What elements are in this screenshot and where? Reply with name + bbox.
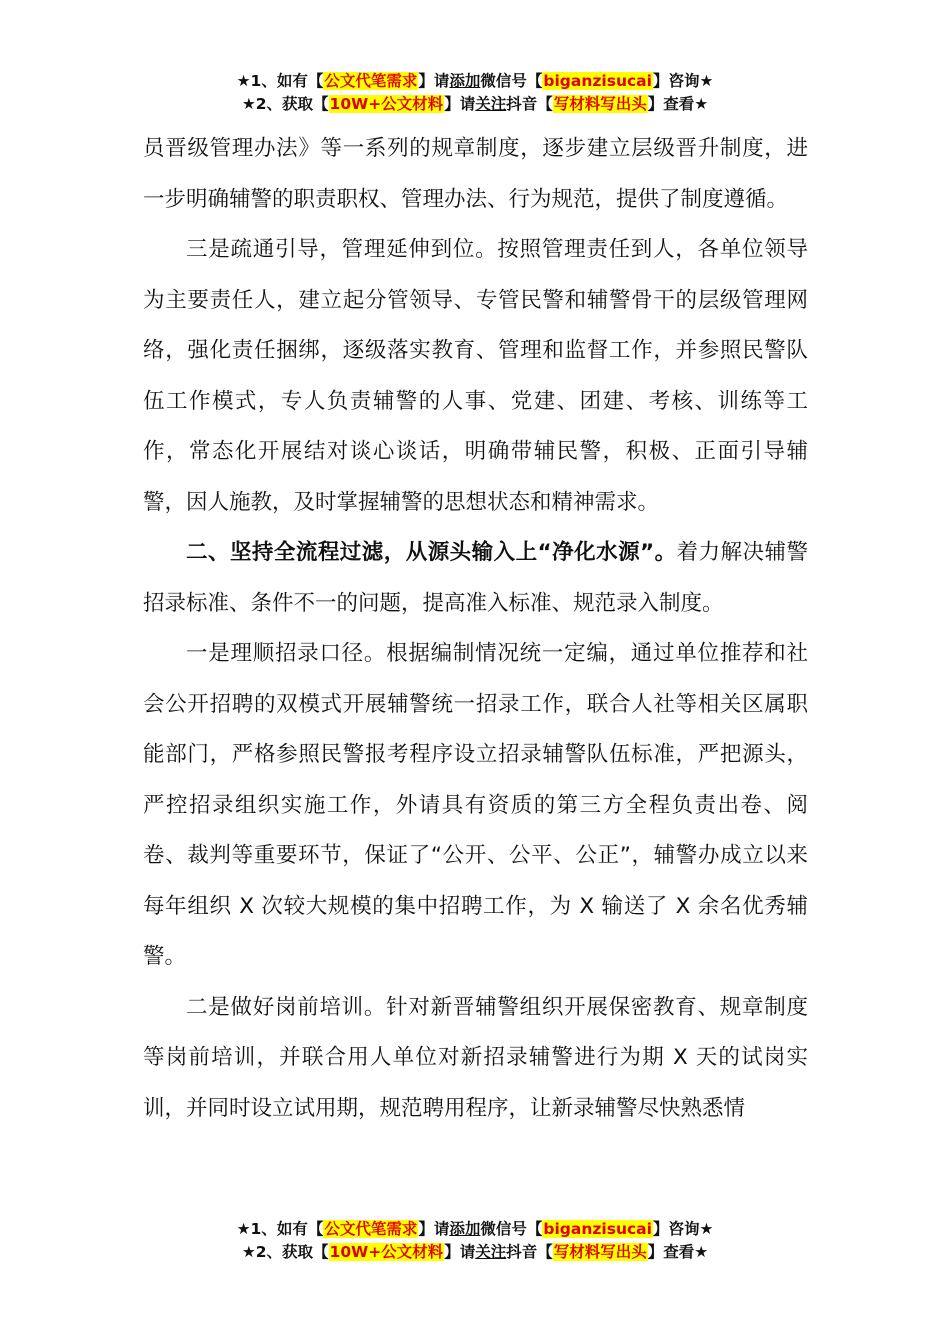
paragraph-section-heading: 二、坚持全流程过滤，从源头输入上“净化水源”。着力解决辅警招录标准、条件不一的问题，提高准入标准、规范录入制度。 (143, 540, 808, 616)
promo-highlight: 写材料写出头 (553, 1243, 647, 1261)
paragraph: 三是疏通引导，管理延伸到位。按照管理责任到人，各单位领导为主要责任人，建立起分管领导、专管民警和辅警骨干的层级管理网络，强化责任捆绑，逐级落实教育、管理和监督工作，并参照民警队伍工作模式，专人负责辅警的人事、党建、团建、考核、训练等工作，常态化开展结对谈心谈话，明确带辅民警，积极、正面引导辅警，因人施教，及时掌握辅警的思想状态和精神需求。 (143, 237, 808, 515)
promo-line-1: ★1、如有【公文代笔需求】请添加微信号【biganzisucai】咨询★ (236, 72, 714, 90)
promo-line-1: ★1、如有【公文代笔需求】请添加微信号【biganzisucai】咨询★ (236, 1220, 714, 1238)
paragraph-continuation: 员晋级管理办法》等一系列的规章制度，逐步建立层级晋升制度，进一步明确辅警的职责职权、管理办法、行为规范，提供了制度遵循。 (143, 136, 808, 212)
section-heading: 二、坚持全流程过滤，从源头输入上“净化水源”。 (186, 540, 677, 565)
paragraph: 一是理顺招录口径。根据编制情况统一定编，通过单位推荐和社会公开招聘的双模式开展辅警统一招录工作，联合人社等相关区属职能部门，严格参照民警报考程序设立招录辅警队伍标准，严把源头，严控招录组织实施工作，外请具有资质的第三方全程负责出卷、阅卷、裁判等重要环节，保证了“公开、公平、公正”，辅警办成立以来每年组织 X 次较大规模的集中招聘工作，为 X 输送了 X 余名优秀辅警。 (143, 641, 808, 969)
footer-promo-banner (0, 1218, 950, 1264)
promo-line-2: ★2、获取【10W+公文材料】请关注抖音【写材料写出头】查看★ (241, 95, 709, 113)
promo-highlight: biganzisucai (543, 72, 652, 90)
promo-highlight: 公文代笔需求 (324, 1220, 418, 1238)
document-body (143, 124, 808, 1134)
promo-highlight: biganzisucai (543, 1220, 652, 1238)
promo-highlight: 公文代笔需求 (324, 72, 418, 90)
header-promo-banner (0, 70, 950, 116)
promo-highlight: 写材料写出头 (553, 95, 647, 113)
promo-highlight: 10W+公文材料 (329, 95, 444, 113)
promo-highlight: 10W+公文材料 (329, 1243, 444, 1261)
promo-line-2: ★2、获取【10W+公文材料】请关注抖音【写材料写出头】查看★ (241, 1243, 709, 1261)
paragraph: 二是做好岗前培训。针对新晋辅警组织开展保密教育、规章制度等岗前培训，并联合用人单位对新招录辅警进行为期 X 天的试岗实训，并同时设立试用期，规范聘用程序，让新录辅警尽快熟悉情 (143, 994, 808, 1121)
